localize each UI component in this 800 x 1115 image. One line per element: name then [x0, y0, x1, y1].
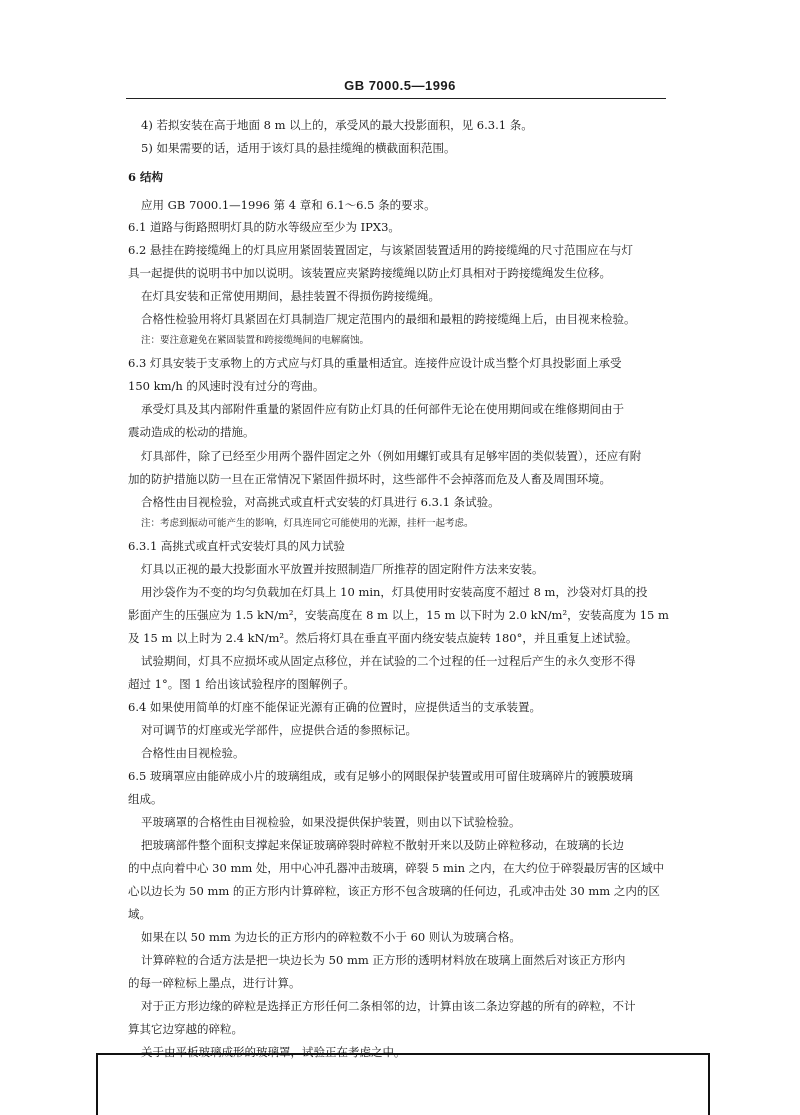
paragraph: 算其它边穿越的碎粒。: [128, 1022, 243, 1036]
note: 注：要注意避免在紧固装置和跨接缆绳间的电解腐蚀。: [141, 335, 370, 346]
section-heading: 6 结构: [128, 170, 164, 184]
paragraph: 合格性由目视检验。: [141, 746, 245, 760]
paragraph: 如果在以 50 mm 为边长的正方形内的碎粒数不小于 60 则认为玻璃合格。: [141, 930, 521, 944]
paragraph: 组成。: [128, 792, 163, 806]
list-item: 4) 若拟安装在高于地面 8 m 以上的，承受风的最大投影面积，见 6.3.1 条。: [141, 118, 533, 132]
clause-6-1: 6.1 道路与街路照明灯具的防水等级应至少为 IPX3。: [128, 220, 400, 234]
paragraph: 在灯具安装和正常使用期间，悬挂装置不得损伤跨接缆绳。: [141, 289, 440, 303]
header-rule: [126, 98, 666, 99]
paragraph: 把玻璃部件整个面积支撑起来保证玻璃碎裂时碎粒不散射开来以及防止碎粒移动，在玻璃的长边: [141, 838, 624, 852]
page-header: GB 7000.5—1996: [344, 78, 456, 93]
clause-6-3-1: 6.3.1 高挑式或直杆式安装灯具的风力试验: [128, 539, 345, 553]
paragraph: 具一起提供的说明书中加以说明。该装置应夹紧跨接缆绳以防止灯具相对于跨接缆绳发生位移。: [128, 266, 611, 280]
paragraph: 合格性由目视检验，对高挑式或直杆式安装的灯具进行 6.3.1 条试验。: [141, 495, 500, 509]
paragraph: 关于由平板玻璃成形的玻璃罩，试验正在考虑之中。: [141, 1045, 406, 1059]
clause-6-5: 6.5 玻璃罩应由能碎成小片的玻璃组成，或有足够小的网眼保护装置或用可留住玻璃碎片的镀膜玻璃: [128, 769, 633, 783]
paragraph: 域。: [128, 907, 151, 921]
paragraph: 用沙袋作为不变的均匀负载加在灯具上 10 min，灯具使用时安装高度不超过 8 m，沙袋对灯具的投: [141, 585, 648, 599]
paragraph: 应用 GB 7000.1—1996 第 4 章和 6.1～6.5 条的要求。: [141, 198, 436, 212]
paragraph: 加的防护措施以防一旦在正常情况下紧固件损坏时，这些部件不会掉落而危及人畜及周围环境。: [128, 472, 611, 486]
clause-6-3: 6.3 灯具安装于支承物上的方式应与灯具的重量相适宜。连接件应设计成当整个灯具投影面上承受: [128, 356, 622, 370]
paragraph: 对可调节的灯座或光学部件，应提供合适的参照标记。: [141, 723, 417, 737]
paragraph: 灯具以正视的最大投影面水平放置并按照制造厂所推荐的固定附件方法来安装。: [141, 562, 544, 576]
clause-6-2: 6.2 悬挂在跨接缆绳上的灯具应用紧固装置固定，与该紧固装置适用的跨接缆绳的尺寸范围应在与灯: [128, 243, 633, 257]
paragraph: 的中点向着中心 30 mm 处，用中心冲孔器冲击玻璃，碎裂 5 min 之内，在大约位于碎裂最厉害的区域中: [128, 861, 665, 875]
paragraph: 对于正方形边缘的碎粒是选择正方形任何二条相邻的边，计算由该二条边穿越的所有的碎粒，不计: [141, 999, 636, 1013]
paragraph: 心以边长为 50 mm 的正方形内计算碎粒，该正方形不包含玻璃的任何边，孔或冲击处 30 mm 之内的区: [128, 884, 660, 898]
paragraph: 灯具部件，除了已经至少用两个器件固定之外（例如用螺钉或具有足够牢固的类似装置），还应有附: [141, 449, 642, 463]
paragraph: 平玻璃罩的合格性由目视检验，如果没提供保护装置，则由以下试验检验。: [141, 815, 521, 829]
paragraph: 及 15 m 以上时为 2.4 kN/m²。然后将灯具在垂直平面内绕安装点旋转 180°，并且重复上述试验。: [128, 631, 638, 645]
paragraph: 影面产生的压强应为 1.5 kN/m²，安装高度在 8 m 以上，15 m 以下时为 2.0 kN/m²，安装高度为 15 m: [128, 608, 669, 622]
paragraph: 合格性检验用将灯具紧固在灯具制造厂规定范围内的最细和最粗的跨接缆绳上后，由目视来检验。: [141, 312, 636, 326]
footer-frame: [96, 1053, 710, 1115]
paragraph: 150 km/h 的风速时没有过分的弯曲。: [128, 379, 325, 393]
clause-6-4: 6.4 如果使用简单的灯座不能保证光源有正确的位置时，应提供适当的支承装置。: [128, 700, 541, 714]
paragraph: 承受灯具及其内部附件重量的紧固件应有防止灯具的任何部件无论在使用期间或在维修期间由于: [141, 402, 624, 416]
note: 注：考虑到振动可能产生的影响，灯具连同它可能使用的光源，挂杆一起考虑。: [141, 518, 474, 529]
list-item: 5) 如果需要的话，适用于该灯具的悬挂缆绳的横截面积范围。: [141, 141, 456, 155]
paragraph: 超过 1°。图 1 给出该试验程序的图解例子。: [128, 677, 355, 691]
paragraph: 震动造成的松动的措施。: [128, 425, 255, 439]
paragraph: 的每一碎粒标上墨点，进行计算。: [128, 976, 301, 990]
paragraph: 计算碎粒的合适方法是把一块边长为 50 mm 正方形的透明材料放在玻璃上面然后对该正方形内: [141, 953, 626, 967]
paragraph: 试验期间，灯具不应损坏或从固定点移位，并在试验的二个过程的任一过程后产生的永久变形不得: [141, 654, 636, 668]
